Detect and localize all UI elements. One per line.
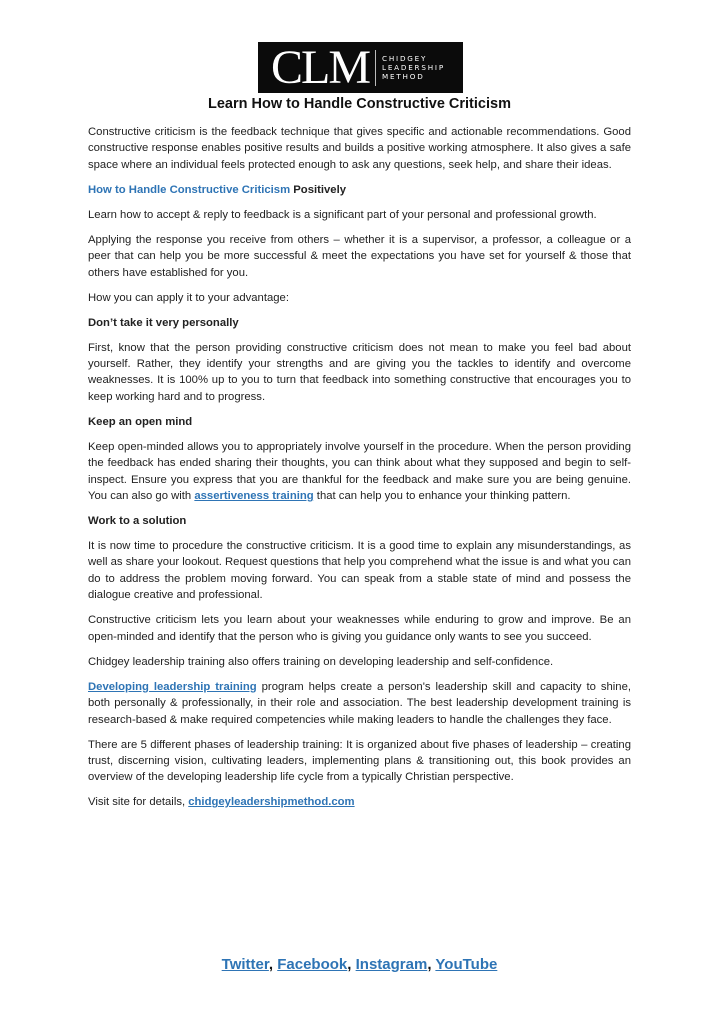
section-heading: [88, 182, 631, 198]
closing-paragraph-3: [88, 679, 631, 728]
clm-logo: [258, 42, 463, 93]
logo-wordmark: [382, 54, 445, 81]
closing-paragraph-2: Chidgey leadership training also offers training on developing leadership and self-confidence.: [88, 655, 554, 668]
closing-paragraph-3-text: program helps create a person's leadership skill and capacity to shine, both personally & professionally, in their role and association. The best leadership development training is research-based & make required competencies while making leaders to handle the challenges they face.: [88, 680, 631, 726]
logo-line-1: CHIDGEY: [382, 54, 428, 63]
section-heading-highlight: How to Handle Constructive Criticism: [88, 183, 291, 196]
section-paragraph-1: Learn how to accept & reply to feedback is a significant part of your personal and professional growth.: [88, 208, 597, 221]
tip-3-heading: Work to a solution: [88, 515, 187, 528]
logo-line-2: LEADERSHIP: [382, 63, 445, 72]
social-links: [0, 955, 719, 975]
tip-3-body: It is now time to procedure the constructive criticism. It is a good time to explain any misunderstandings, as well as share your lookout. Request questions that help you comprehend what the issue is and what you can do to address the problem moving forward. You can speak from a stable state of mind and possess the dialogue creative and professional.: [88, 540, 631, 602]
logo-divider: [375, 50, 376, 86]
tip-1-body: First, know that the person providing constructive criticism does not mean to make you feel bad about yourself. Rather, they identify your strengths and are giving you the tackles to identify and overcome weaknesses. It is 100% up to you to turn that feedback into something constructive that encourages you to keep working hard and to progress.: [88, 341, 631, 403]
tip-2-body: [88, 439, 631, 505]
developing-leadership-training-link[interactable]: Developing leadership training: [88, 680, 257, 693]
social-separator-last: ,: [427, 956, 436, 973]
youtube-link[interactable]: YouTube: [435, 956, 498, 973]
tip-2-text-before: Keep open-minded allows you to appropriately involve yourself in the procedure. When the person providing the feedback has ended sharing their thoughts, you can think about what they supposed and begin to self-inspect. Ensure you express that you are thankful for the feedback and make sure you are being genuine. You can also go with: [88, 440, 631, 503]
instagram-link[interactable]: Instagram: [355, 956, 428, 973]
assertiveness-training-link[interactable]: assertiveness training: [194, 490, 314, 503]
section-heading-rest: Positively: [290, 183, 347, 196]
twitter-link[interactable]: Twitter: [221, 956, 269, 973]
visit-site-label: Visit site for details,: [88, 796, 189, 809]
closing-paragraph-4: There are 5 different phases of leadership training: It is organized about five phases of leadership – creating trust, discerning vision, cultivating leaders, implementing plans & transitioning out, this book provides an overview of the developing leadership life cycle from a typically Christian perspective.: [88, 738, 631, 784]
facebook-link[interactable]: Facebook: [277, 956, 348, 973]
page-title: Learn How to Handle Constructive Criticism: [208, 96, 511, 112]
social-separator: ,: [347, 956, 356, 973]
tip-2-heading: Keep an open mind: [88, 415, 193, 428]
website-link[interactable]: chidgeyleadershipmethod.com: [188, 796, 355, 809]
tip-2-text-after: that can help you to enhance your thinking pattern.: [313, 490, 571, 503]
article-body: [88, 124, 631, 819]
section-paragraph-3: How you can apply it to your advantage:: [88, 291, 289, 304]
tip-1-heading: Don’t take it very personally: [88, 316, 239, 329]
closing-paragraph-1: Constructive criticism lets you learn about your weaknesses while enduring to grow and improve. Be an open-minded and identify that the person who is giving you guidance only wants to see you succeed.: [88, 614, 631, 643]
section-paragraph-2: Applying the response you receive from others – whether it is a supervisor, a professor, a colleague or a peer that can help you be more successful & meet the expectations you have set for yourself & those that others have established for you.: [88, 233, 631, 279]
intro-paragraph: Constructive criticism is the feedback technique that gives specific and actionable recommendations. Good constructive response enables positive results and builds a positive working atmosphere. It also gives a safe space where an individual feels protected enough to ask any questions, seek help, and share their ideas.: [88, 126, 631, 171]
visit-site-line: [88, 794, 631, 810]
logo-mark: CLM: [271, 40, 370, 94]
social-separator: ,: [268, 956, 278, 973]
logo-line-3: METHOD: [382, 72, 425, 81]
